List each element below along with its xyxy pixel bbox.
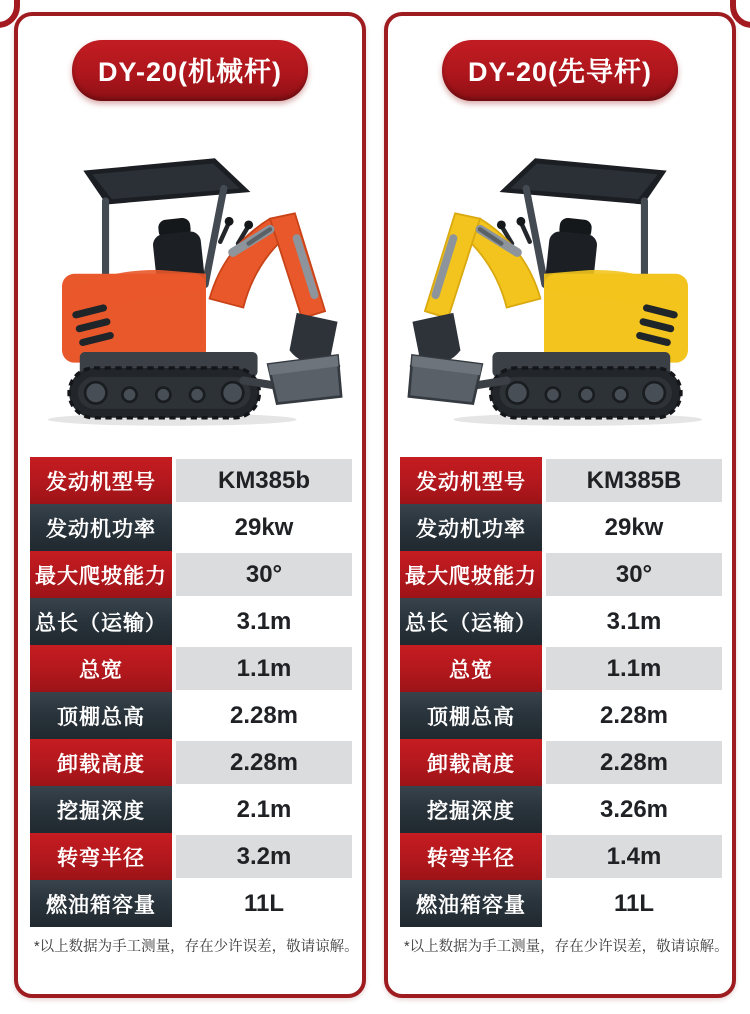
- spec-value: KM385b: [176, 457, 352, 504]
- spec-label: 卸载高度: [30, 739, 172, 786]
- spec-label: 总长（运输）: [400, 598, 542, 645]
- excavator-illustration: [400, 120, 720, 440]
- spec-row: [400, 739, 722, 786]
- spec-label: 最大爬坡能力: [400, 551, 542, 598]
- spec-row: [30, 645, 352, 692]
- spec-row: [30, 833, 352, 880]
- excavator-photo: [30, 107, 350, 453]
- spec-label: 总宽: [400, 645, 542, 692]
- spec-row: [30, 692, 352, 739]
- spec-value: 3.2m: [176, 833, 352, 880]
- spec-value: 29kw: [176, 504, 352, 551]
- spec-label: 总宽: [30, 645, 172, 692]
- card-row: [14, 12, 736, 998]
- spec-label: 发动机型号: [30, 457, 172, 504]
- product-card-pilot: [384, 12, 736, 998]
- spec-value: 11L: [176, 880, 352, 927]
- spec-value: 1.4m: [546, 833, 722, 880]
- spec-value: 29kw: [546, 504, 722, 551]
- disclaimer-note: *以上数据为手工测量，存在少许误差，敬请谅解。: [404, 939, 729, 955]
- spec-label: 顶棚总高: [30, 692, 172, 739]
- spec-label: 发动机功率: [400, 504, 542, 551]
- spec-label: 燃油箱容量: [400, 880, 542, 927]
- spec-row: [400, 786, 722, 833]
- spec-row: [400, 880, 722, 927]
- product-card-mechanical: [14, 12, 366, 998]
- model-badge: [72, 40, 308, 101]
- spec-value: 30°: [546, 551, 722, 598]
- spec-label: 燃油箱容量: [30, 880, 172, 927]
- spec-label: 总长（运输）: [30, 598, 172, 645]
- spec-value: 3.26m: [546, 786, 722, 833]
- spec-value: 30°: [176, 551, 352, 598]
- spec-label: 转弯半径: [400, 833, 542, 880]
- spec-table: [30, 457, 352, 927]
- spec-row: [30, 786, 352, 833]
- model-badge-label: DY-20(机械杆): [97, 57, 283, 87]
- spec-row: [400, 457, 722, 504]
- spec-row: [400, 504, 722, 551]
- spec-value: KM385B: [546, 457, 722, 504]
- spec-row: [400, 645, 722, 692]
- spec-label: 挖掘深度: [30, 786, 172, 833]
- spec-row: [400, 551, 722, 598]
- excavator-illustration: [30, 120, 350, 440]
- spec-row: [30, 457, 352, 504]
- spec-value: 3.1m: [176, 598, 352, 645]
- spec-label: 转弯半径: [30, 833, 172, 880]
- disclaimer-note: *以上数据为手工测量，存在少许误差，敬请谅解。: [34, 939, 359, 955]
- spec-row: [30, 739, 352, 786]
- model-badge-label: DY-20(先导杆): [467, 57, 653, 87]
- spec-row: [30, 504, 352, 551]
- excavator-photo: [400, 107, 720, 453]
- spec-value: 2.1m: [176, 786, 352, 833]
- spec-value: 11L: [546, 880, 722, 927]
- spec-row: [30, 598, 352, 645]
- spec-value: 1.1m: [546, 645, 722, 692]
- spec-label: 卸载高度: [400, 739, 542, 786]
- spec-value: 1.1m: [176, 645, 352, 692]
- spec-label: 顶棚总高: [400, 692, 542, 739]
- spec-row: [400, 598, 722, 645]
- spec-value: 2.28m: [176, 692, 352, 739]
- spec-value: 2.28m: [546, 692, 722, 739]
- spec-row: [400, 833, 722, 880]
- spec-row: [30, 880, 352, 927]
- spec-label: 挖掘深度: [400, 786, 542, 833]
- spec-label: 发动机功率: [30, 504, 172, 551]
- spec-label: 发动机型号: [400, 457, 542, 504]
- spec-row: [30, 551, 352, 598]
- spec-table: [400, 457, 722, 927]
- spec-row: [400, 692, 722, 739]
- model-badge: [442, 40, 678, 101]
- spec-label: 最大爬坡能力: [30, 551, 172, 598]
- spec-value: 2.28m: [176, 739, 352, 786]
- spec-value: 3.1m: [546, 598, 722, 645]
- spec-value: 2.28m: [546, 739, 722, 786]
